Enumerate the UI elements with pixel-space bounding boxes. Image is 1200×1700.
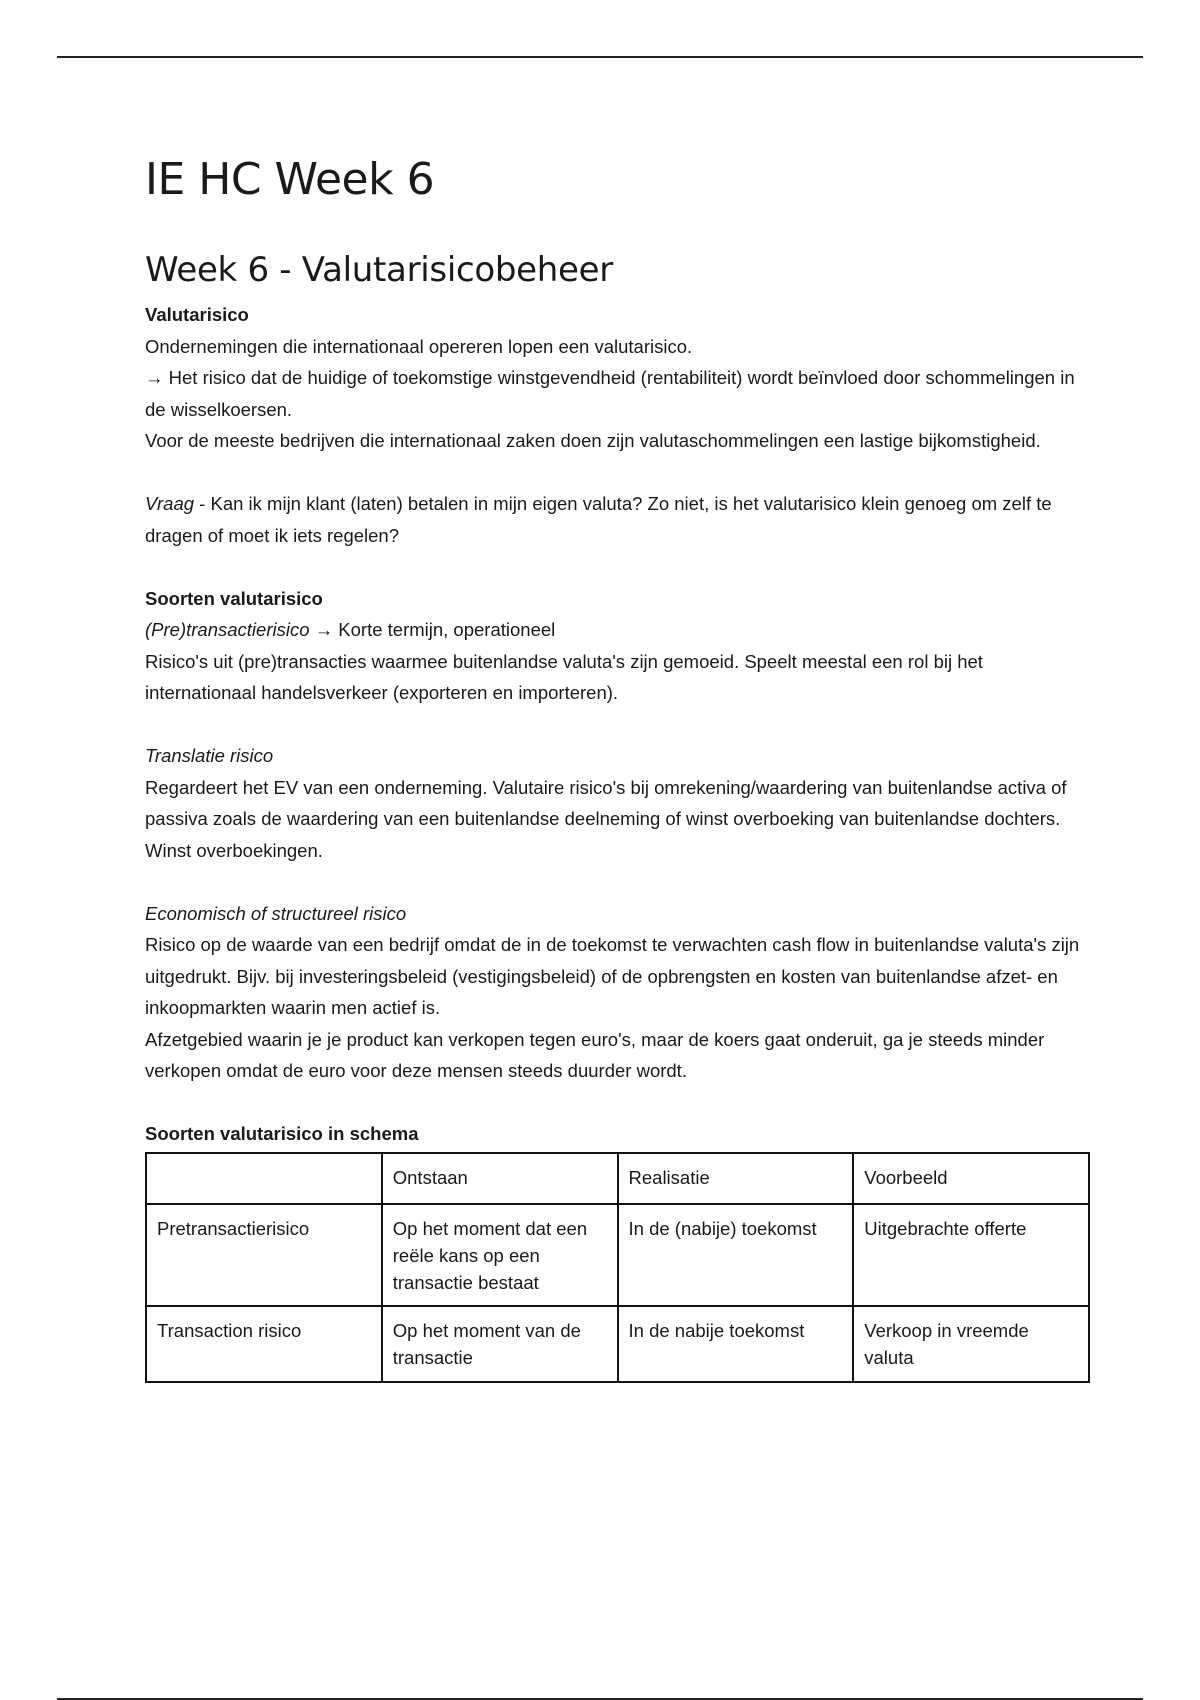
schema-heading: Soorten valutarisico in schema [145,1123,419,1144]
table-header-cell: Realisatie [618,1153,854,1204]
valutarisico-heading: Valutarisico [145,304,249,325]
table-cell: Uitgebrachte offerte [853,1204,1089,1306]
table-cell: Verkoop in vreemde valuta [853,1306,1089,1382]
table-cell: Pretransactierisico [146,1204,382,1306]
table-cell: Transaction risico [146,1306,382,1382]
pretransactie-subheading [145,614,1095,646]
economisch-line-1: Risico op de waarde van een bedrijf omdat de in de toekomst te verwachten cash flow in buitenlandse valuta's zijn uitgedrukt. Bijv. bij investeringsbeleid (vestigingsbeleid) of de opbrengsten en kosten van buitenlandse afzet- en inkoopmarkten waarin men actief is. [145,934,1080,1018]
document-body [145,140,1095,1383]
table-cell: In de nabije toekomst [618,1306,854,1382]
table-cell: Op het moment dat een reële kans op een transactie bestaat [382,1204,618,1306]
valutarisico-line-2: → Het risico dat de huidige of toekomstige winstgevendheid (rentabiliteit) wordt beïnvloed door schommelingen in de wisselkoersen. [145,367,1075,420]
economisch-line-2: Afzetgebied waarin je je product kan verkopen tegen euro's, maar de koers gaat onderuit, ga je steeds minder verkopen omdat de euro voor deze mensen steeds duurder wordt. [145,1028,1045,1081]
soorten-heading: Soorten valutarisico [145,587,323,609]
vraag-paragraph [145,488,1095,551]
pretransactie-suffix: → Korte termijn, operationeel [309,619,556,640]
valutarisico-line-1: Ondernemingen die internationaal opereren lopen een valutarisico. [145,335,693,357]
translatie-line-2: Winst overboekingen. [145,839,323,861]
translatie-line-1: Regardeert het EV van een onderneming. Valutaire risico's bij omrekening/waardering van buitenlandse activa of passiva zoals de waardering van een buitenlandse deelneming of winst overboeking van buitenlandse dochters. [145,776,1067,829]
economisch-label: Economisch of structureel risico [145,902,407,924]
section-title: Week 6 - Valutarisicobeheer [145,250,613,290]
pretransactie-label: (Pre)transactierisico [145,619,310,640]
table-cell: In de (nabije) toekomst [618,1204,854,1306]
valutarisico-line-3: Voor de meeste bedrijven die internationaal zaken doen zijn valutaschommelingen een lastige bijkomstigheid. [145,430,1041,451]
vraag-text: - Kan ik mijn klant (laten) betalen in mijn eigen valuta? Zo niet, is het valutarisico klein genoeg om zelf te dragen of moet ik iets regelen? [145,493,1052,546]
table-row [146,1306,1089,1382]
translatie-label: Translatie risico [145,745,274,766]
table-header-cell: Voorbeeld [853,1153,1089,1204]
table-cell: Op het moment van de transactie [382,1306,618,1382]
table-header-cell [146,1153,382,1204]
schema-table [145,1152,1090,1383]
header-rule [57,56,1143,58]
pretransactie-text: Risico's uit (pre)transacties waarmee buitenlandse valuta's zijn gemoeid. Speelt meestal een rol bij het internationaal handelsverkeer (exporteren en importeren). [145,650,983,703]
table-header-cell: Ontstaan [382,1153,618,1204]
vraag-label: Vraag [145,493,195,514]
document-title: IE HC Week 6 [145,154,435,205]
table-row [146,1204,1089,1306]
table-header-row [146,1153,1089,1204]
